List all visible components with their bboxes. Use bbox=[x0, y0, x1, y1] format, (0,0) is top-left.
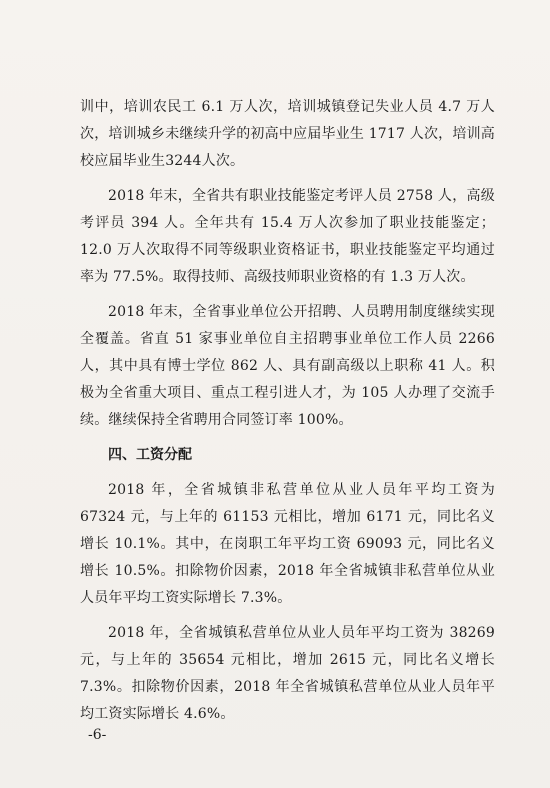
document-body bbox=[80, 94, 495, 728]
paragraph-skill-appraisal: 2018 年末，全省共有职业技能鉴定考评人员 2758 人，高级考评员 394 人。全年共有 15.4 万人次参加了职业技能鉴定；12.0 万人次取得不同等级职业资格证书，职业技能鉴定平均通过率为 77.5%。取得技师、高级技师职业资格的有 1.3 万人次。 bbox=[80, 188, 495, 285]
paragraph-nonprivate-wages: 2018 年，全省城镇非私营单位从业人员年平均工资为 67324 元，与上年的 61153 元相比，增加 6171 元，同比名义增长 10.1%。其中，在岗职工年平均工资 69093 元，同比名义增长 10.5%。扣除物价因素，2018 年全省城镇非私营单位从业人员年平均工资实际增长 7.3%。 bbox=[80, 482, 495, 606]
paragraph-gap bbox=[80, 291, 495, 299]
paragraph-public-recruitment: 2018 年末，全省事业单位公开招聘、人员聘用制度继续实现全覆盖。省直 51 家事业单位自主招聘事业单位工作人员 2266 人，其中具有博士学位 862 人、具有副高级以上职称 41 人。积极为全省重大项目、重点工程引进人才，为 105 人办理了交流手续。继续保持全省聘用合同签订率 100%。 bbox=[80, 304, 495, 428]
paragraph-training: 训中，培训农民工 6.1 万人次，培训城镇登记失业人员 4.7 万人次，培训城乡未继续升学的初高中应届毕业生 1717 人次，培训高校应届毕业生3244人次。 bbox=[80, 99, 495, 169]
section-heading: 四、工资分配 bbox=[108, 447, 192, 463]
paragraph-gap bbox=[80, 469, 495, 477]
paragraph-gap bbox=[80, 612, 495, 620]
page-number: -6- bbox=[88, 727, 107, 743]
paragraph-gap bbox=[80, 175, 495, 183]
paragraph-gap bbox=[80, 434, 495, 442]
paragraph-private-wages: 2018 年，全省城镇私营单位从业人员年平均工资为 38269 元，与上年的 35654 元相比，增加 2615 元，同比名义增长 7.3%。扣除物价因素，2018 年全省城镇私营单位从业人员年平均工资实际增长 4.6%。 bbox=[80, 625, 495, 722]
